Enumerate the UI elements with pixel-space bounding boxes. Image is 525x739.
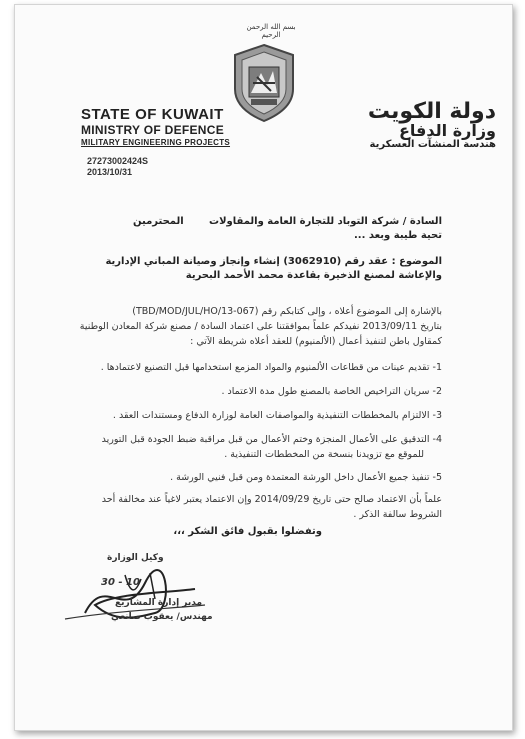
en-state-title: STATE OF KUWAIT — [81, 106, 224, 123]
ar-ministry-title: وزارة الدفاع — [398, 121, 496, 140]
condition-item: 1- تقديم عينات من قطاعات الألمنيوم والمواد المزمع استخدامها قبل التصنيع لاعتمادها . — [100, 362, 442, 373]
ar-department-title: هندسة المنشآت العسكرية — [369, 139, 496, 150]
letter-page — [14, 4, 513, 731]
reference-block — [87, 156, 148, 178]
addressee: السادة / شركة التوباد للتجارة العامة والمقاولات — [209, 216, 442, 227]
arabic-letterhead — [306, 101, 496, 151]
body-line: كمقاول باطن لتنفيذ أعمال (الألمنيوم) للعقد أعلاه شريطة الآتي : — [190, 336, 442, 347]
en-ministry-title: MINISTRY OF DEFENCE — [81, 123, 225, 137]
condition-item: للموقع مع تزويدنا بنسخة من المخططات التنفيذية . — [224, 449, 424, 460]
validity-note: الشروط سالفة الذكر . — [353, 509, 442, 520]
reference-number: 27273002424S — [87, 156, 149, 166]
bismillah: بسم الله الرحمن الرحيم — [246, 23, 296, 39]
letter-date: 2013/10/31 — [87, 167, 133, 177]
condition-item: 2- سريان التراخيص الخاصة بالمصنع طول مدة الاعتماد . — [221, 386, 442, 397]
english-letterhead — [81, 107, 251, 149]
closing-line: وتفضلوا بقبول فائق الشكر ،،، — [173, 526, 322, 537]
greeting: تحية طيبة وبعد ... — [354, 230, 442, 241]
subject-line-2: والإعاشة لمصنع الذخيرة بقاعدة محمد الأحمد البحرية — [185, 270, 442, 281]
director-title: مدير إدارة المشاريع — [115, 598, 203, 608]
condition-item: 3- الالتزام بالمخططات التنفيذية والمواصفات العامة لوزارة الدفاع ومستندات العقد . — [112, 410, 442, 421]
body-line: بالإشارة إلى الموضوع أعلاه ، وإلى كتابكم رقم (TBD/MOD/JUL/HO/13-067) — [132, 306, 442, 317]
addressee-honorific: المحترمين — [133, 216, 184, 227]
validity-note: علماً بأن الاعتماد صالح حتى تاريخ 2014/09/29 وإن الاعتماد يعتبر لاغياً عند مخالفة أحد — [101, 494, 442, 505]
handwritten-date: 10 - 30 — [101, 577, 140, 588]
subject-line-1: الموضوع : عقد رقم (3062910) إنشاء وإنجاز وصيانة المباني الإدارية — [105, 256, 442, 267]
en-department-title: MILITARY ENGINEERING PROJECTS — [81, 138, 231, 147]
deputy-minister-title: وكيل الوزارة — [107, 553, 164, 563]
condition-item: 5- تنفيذ جميع الأعمال داخل الورشة المعتمدة ومن قبل فنيي الورشة . — [170, 472, 442, 483]
condition-item: 4- التدقيق على الأعمال المنجزة وختم الأعمال من قبل مراقبة ضبط الجودة قبل التوريد — [101, 434, 442, 445]
engineer-name: مهندس/ يعقوب صانعي — [111, 612, 213, 622]
ar-state-title: دولة الكويت — [367, 99, 496, 124]
body-line: بتاريخ 2013/09/11 نفيدكم علماً بموافقتنا على اعتماد السادة / مصنع شركة المعادن الوطنية — [79, 321, 442, 332]
